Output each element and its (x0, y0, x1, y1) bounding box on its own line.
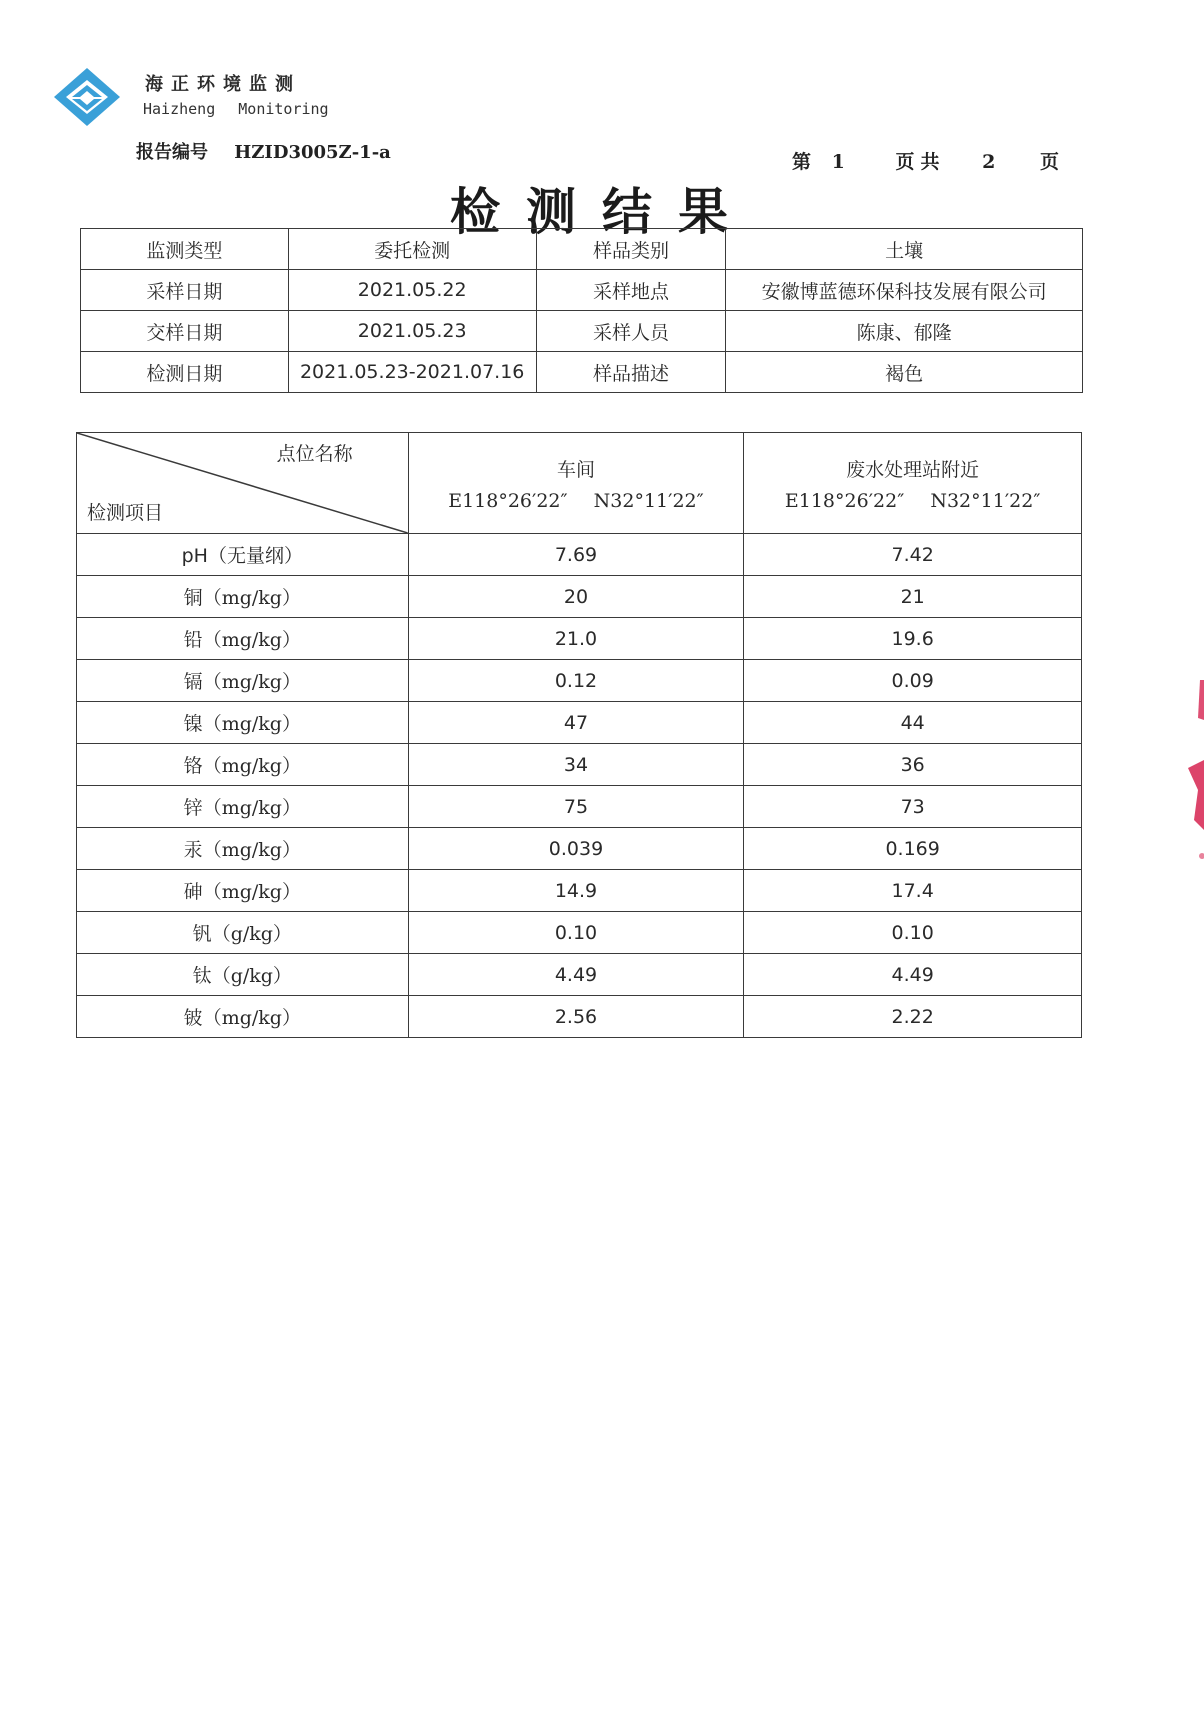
sampling-site-value: 安徽博蓝德环保科技发展有限公司 (726, 270, 1083, 311)
result-value-location-2: 0.09 (744, 660, 1082, 702)
test-item-name: 钛 (192, 965, 212, 987)
table-row (81, 311, 1083, 352)
sample-desc-label: 样品描述 (536, 352, 726, 393)
corner-label-item: 检测项目 (87, 502, 164, 524)
result-value-location-2: 0.10 (744, 912, 1082, 954)
test-item-unit: （mg/kg） (202, 797, 301, 819)
test-item-cell (77, 744, 409, 786)
table-row (81, 352, 1083, 393)
result-value-location-2: 0.169 (744, 828, 1082, 870)
page-total: 2 (982, 151, 996, 173)
test-item-unit: （mg/kg） (202, 629, 301, 651)
test-item-name: 锌 (183, 797, 203, 819)
table-row (77, 702, 1082, 744)
corner-header-cell (77, 433, 409, 534)
location-coords: E118°26′22″ N32°11′22″ (448, 489, 704, 512)
test-item-name: 铅 (183, 629, 203, 651)
table-row (77, 996, 1082, 1038)
result-value-location-1: 34 (408, 744, 744, 786)
sample-category-label: 样品类别 (536, 229, 726, 270)
table-row (81, 229, 1083, 270)
test-item-cell (77, 912, 409, 954)
result-value-location-1: 0.12 (408, 660, 744, 702)
test-item-name: 汞 (183, 839, 203, 861)
result-value-location-2: 44 (744, 702, 1082, 744)
location-name: 车间 (556, 458, 595, 481)
test-item-cell (77, 786, 409, 828)
table-row (77, 660, 1082, 702)
test-item-unit: （mg/kg） (202, 1007, 301, 1029)
monitor-type-label: 监测类型 (81, 229, 289, 270)
result-value-location-1: 0.039 (408, 828, 744, 870)
result-value-location-1: 14.9 (408, 870, 744, 912)
test-item-unit: （g/kg） (211, 965, 292, 987)
sampling-date-value: 2021.05.22 (288, 270, 536, 311)
corner-label-location: 点位名称 (276, 443, 353, 465)
result-value-location-1: 0.10 (408, 912, 744, 954)
test-item-name: 铍 (183, 1007, 203, 1029)
sample-category-value: 土壤 (726, 229, 1083, 270)
test-item-unit: （g/kg） (211, 923, 292, 945)
company-logo-icon (52, 66, 122, 128)
test-item-unit: （mg/kg） (202, 881, 301, 903)
test-item-name: 钒 (192, 923, 212, 945)
table-row (81, 270, 1083, 311)
location-header-2 (744, 433, 1082, 534)
test-item-cell (77, 534, 409, 576)
test-item-cell (77, 870, 409, 912)
table-row (77, 786, 1082, 828)
sampling-site-label: 采样地点 (536, 270, 726, 311)
page-indicator: 第 1 页共 2 页 (792, 151, 1060, 173)
test-item-unit: （mg/kg） (202, 713, 301, 735)
result-value-location-1: 75 (408, 786, 744, 828)
table-row (77, 954, 1082, 996)
result-value-location-2: 2.22 (744, 996, 1082, 1038)
results-table (76, 432, 1082, 1038)
test-item-cell (77, 702, 409, 744)
table-row (77, 912, 1082, 954)
sampler-value: 陈康、郁隆 (726, 311, 1083, 352)
result-value-location-1: 20 (408, 576, 744, 618)
result-value-location-1: 21.0 (408, 618, 744, 660)
report-number (136, 138, 391, 164)
result-value-location-2: 17.4 (744, 870, 1082, 912)
result-value-location-2: 21 (744, 576, 1082, 618)
sampling-date-label: 采样日期 (81, 270, 289, 311)
result-value-location-1: 7.69 (408, 534, 744, 576)
test-item-unit: （mg/kg） (202, 839, 301, 861)
table-row (77, 870, 1082, 912)
test-item-cell (77, 618, 409, 660)
test-item-name: 镍 (183, 713, 203, 735)
table-row (77, 576, 1082, 618)
table-row (77, 618, 1082, 660)
test-item-cell (77, 954, 409, 996)
location-name: 废水处理站附近 (846, 458, 980, 481)
result-value-location-1: 4.49 (408, 954, 744, 996)
results-header-row (77, 433, 1082, 534)
test-date-value: 2021.05.23-2021.07.16 (288, 352, 536, 393)
test-item-cell (77, 828, 409, 870)
delivery-date-value: 2021.05.23 (288, 311, 536, 352)
sampler-label: 采样人员 (536, 311, 726, 352)
report-number-value: HZID3005Z-1-a (234, 142, 391, 163)
result-value-location-2: 73 (744, 786, 1082, 828)
location-coords: E118°26′22″ N32°11′22″ (784, 489, 1041, 512)
test-date-label: 检测日期 (81, 352, 289, 393)
test-item-cell (77, 576, 409, 618)
test-item-cell (77, 660, 409, 702)
page-title: 检测结果 (450, 182, 754, 241)
test-item-name: 铬 (183, 755, 203, 777)
test-item-unit: （mg/kg） (202, 755, 301, 777)
test-item-unit: （无量纲） (207, 545, 303, 567)
test-item-name: pH (181, 545, 208, 567)
test-item-unit: （mg/kg） (202, 587, 301, 609)
result-value-location-2: 36 (744, 744, 1082, 786)
test-item-cell (77, 996, 409, 1038)
monitor-type-value: 委托检测 (288, 229, 536, 270)
test-item-name: 砷 (183, 881, 203, 903)
company-name-en: Haizheng Monitoring (143, 100, 329, 118)
table-row (77, 534, 1082, 576)
report-number-label: 报告编号 (136, 142, 208, 163)
result-value-location-1: 2.56 (408, 996, 744, 1038)
result-value-location-2: 7.42 (744, 534, 1082, 576)
test-item-unit: （mg/kg） (202, 671, 301, 693)
table-row (77, 828, 1082, 870)
page-current: 1 (831, 151, 845, 173)
results-body (77, 534, 1082, 1038)
result-value-location-2: 4.49 (744, 954, 1082, 996)
company-name-cn: 海正环境监测 (145, 74, 301, 95)
test-item-name: 镉 (183, 671, 203, 693)
sample-info-table (80, 228, 1083, 393)
location-header-1 (408, 433, 744, 534)
test-item-name: 铜 (183, 587, 203, 609)
table-row (77, 744, 1082, 786)
sample-desc-value: 褐色 (726, 352, 1083, 393)
result-value-location-1: 47 (408, 702, 744, 744)
result-value-location-2: 19.6 (744, 618, 1082, 660)
seal-stamp-fragment (1180, 680, 1204, 910)
delivery-date-label: 交样日期 (81, 311, 289, 352)
